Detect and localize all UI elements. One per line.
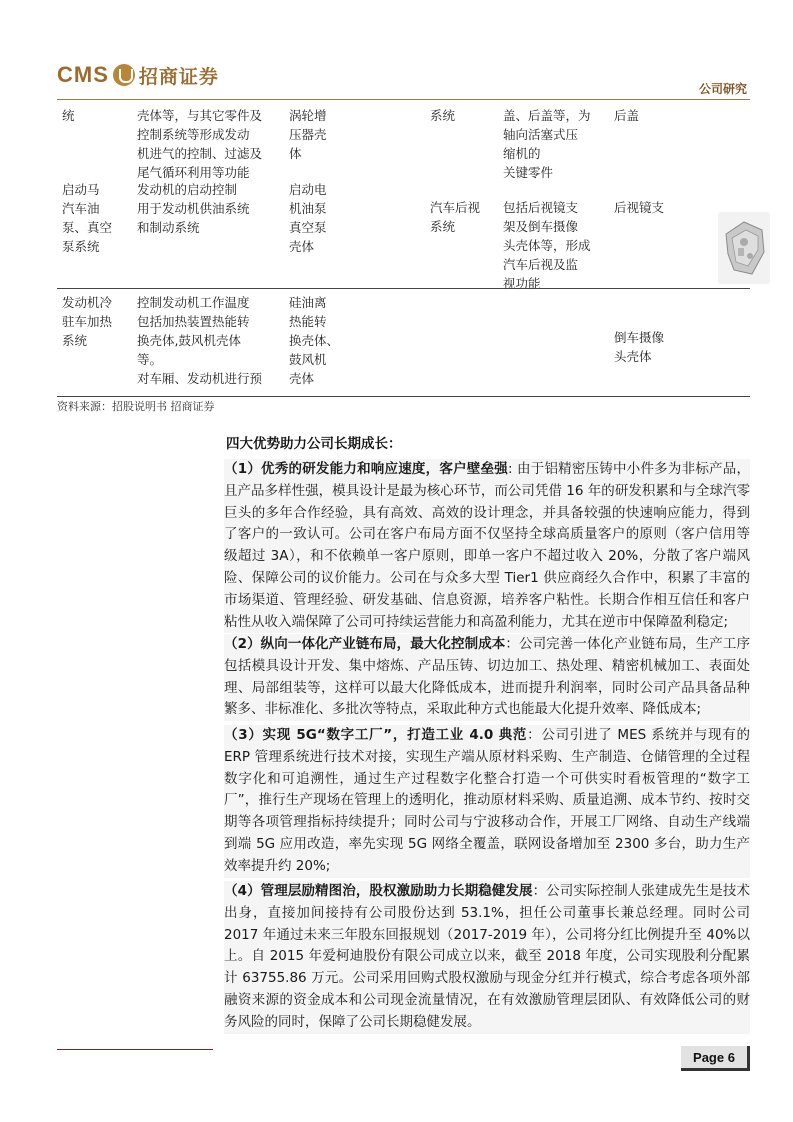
table-cell-r2-c3	[289, 180, 327, 256]
table-cell-line: 系统	[430, 108, 456, 123]
table-cell-line: 系统	[62, 333, 88, 348]
table-cell-r1-c4	[430, 106, 455, 125]
table-cell-line: 等。	[137, 352, 163, 367]
table-cell-line: 机油泵	[289, 201, 327, 216]
table-cell-line: 发动机冷	[62, 295, 113, 310]
advantage-paragraph-1	[224, 459, 750, 633]
advantage-paragraph-3	[224, 725, 750, 878]
logo-mark-icon	[113, 64, 135, 86]
table-cell-line: 控制发动机工作温度	[137, 295, 250, 310]
advantage-text-3: ：公司引进了 MES 系统并与现有的 ERP 管理系统进行技术对接，实现生产端从原材料采购、生产制造、仓储管理的全过程数字化和可追溯性，通过生产过程数字化整合打造一个可供实时看板管理的“数字工厂”，推行生产现场在管理上的透明化，推动原材料采购、质量追溯、成本节约、按时交期等各项管理指标持续提升；同时公司与宁波移动合作，开展工厂网络、自动生产线端到端 5G 应用改造，率先实现 5G 网络全覆盖，联网设备增加至 2300 多台，助力生产效率提升约 20%;	[224, 727, 750, 874]
table-cell-r3-c2	[137, 293, 262, 388]
table-cell-r3-c6	[614, 328, 664, 366]
table-cell-r2-c4	[430, 198, 480, 236]
table-cell-line: 汽车后视及监	[503, 257, 579, 272]
table-row-divider	[57, 288, 750, 289]
logo-text: CMS	[57, 62, 109, 87]
table-cell-line: 用于发动机供油系统	[137, 201, 250, 216]
table-cell-line: 对车厢、发动机进行预	[137, 371, 263, 386]
table-cell-line: 换壳体、	[289, 333, 340, 348]
table-cell-line: 泵系统	[62, 239, 100, 254]
footnote-divider	[57, 1049, 213, 1050]
table-cell-line: 和制动系统	[137, 220, 200, 235]
table-cell-line: 壳体	[289, 371, 315, 386]
table-cell-line: 控制系统等形成发动	[137, 127, 250, 142]
advantage-title-4: （4）管理层励精图治，股权激励助力长期稳健发展	[224, 883, 533, 899]
table-cell-line: 后视镜支	[614, 200, 665, 215]
table-cell-line: 机进气的控制、过滤及	[137, 146, 263, 161]
table-cell-line: 体	[289, 146, 302, 161]
advantage-title-1: （1）优秀的研发能力和响应速度，客户壁垒强	[224, 461, 508, 477]
table-cell-line: 驻车加热	[62, 314, 113, 329]
table-cell-r1-c2	[137, 106, 262, 182]
table-cell-r3-c3	[289, 293, 339, 388]
table-cell-line: 启动电	[289, 182, 327, 197]
table-cell-line: 汽车后视	[430, 200, 481, 215]
table-cell-line: 缩机的	[503, 146, 541, 161]
table-cell-r2-c6	[614, 198, 664, 217]
table-cell-line: 包括加热装置热能转	[137, 314, 250, 329]
table-cell-line: 包括后视镜支	[503, 200, 579, 215]
table-cell-line: 鼓风机	[289, 352, 327, 367]
table-cell-r3-c1	[62, 293, 112, 350]
table-cell-line: 轴向活塞式压	[503, 127, 579, 142]
table-cell-line: 泵、真空	[62, 220, 113, 235]
table-cell-r2-c5	[503, 198, 591, 293]
table-cell-line: 硅油离	[289, 295, 327, 310]
mirror-bracket-part-image	[718, 212, 770, 284]
table-cell-line: 视功能	[503, 276, 541, 291]
advantage-paragraph-4	[224, 881, 750, 1034]
header-divider	[57, 99, 750, 100]
table-cell-line: 盖、后盖等，为	[503, 108, 591, 123]
advantage-paragraph-2	[224, 634, 750, 721]
table-bottom-border	[57, 396, 750, 397]
table-cell-line: 倒车摄像	[614, 330, 665, 345]
logo-cn-text: 招商证券	[138, 65, 219, 88]
table-cell-line: 汽车油	[62, 201, 100, 216]
table-cell-r1-c5	[503, 106, 591, 182]
section-heading: 四大优势助力公司长期成长：	[226, 436, 402, 452]
table-cell-line: 壳体	[289, 239, 315, 254]
table-cell-r2-c1	[62, 180, 112, 256]
table-cell-line: 真空泵	[289, 220, 327, 235]
table-cell-r1-c1	[62, 106, 75, 125]
table-cell-r1-c6	[614, 106, 639, 125]
table-source: 资料来源：招股说明书 招商证券	[57, 400, 215, 413]
table-cell-line: 涡轮增	[289, 108, 327, 123]
table-cell-line: 壳体等，与其它零件及	[137, 108, 263, 123]
table-cell-line: 关键零件	[503, 165, 554, 180]
advantage-title-2: （2）纵向一体化产业链布局，最大化控制成本	[224, 636, 506, 652]
page-number: Page 6	[681, 1046, 750, 1071]
table-cell-r2-c2	[137, 180, 250, 237]
table-cell-line: 架及倒车摄像	[503, 219, 579, 234]
table-cell-line: 头壳体等，形成	[503, 238, 591, 253]
table-cell-line: 换壳体,鼓风机壳体	[137, 333, 241, 348]
company-logo	[57, 60, 219, 90]
table-cell-line: 后盖	[614, 108, 640, 123]
table-cell-line: 尾气循环利用等功能	[137, 165, 250, 180]
advantage-title-3: （3）实现 5G“数字工厂”，打造工业 4.0 典范	[224, 727, 528, 743]
advantage-text-1: : 由于铝精密压铸中小件多为非标产品，且产品多样性强，模具设计是最为核心环节，而公司凭借 16 年的研发积累和与全球汽零巨头的多年合作经验，具有高效、高效的设计理念，并具备较强的快速响应能力，得到了客户的一致认可。公司在客户布局方面不仅坚持全球高质量客户的原则（客户信用等级超过 3A），和不依赖单一客户原则，即单一客户不超过收入 20%，分散了客户端风险、保障公司的议价能力。公司在与众多大型 Tier1 供应商经久合作中，积累了丰富的市场渠道、管理经验、研发基础、信息资源，培养客户粘性。长期合作相互信任和客户粘性从收入端保障了公司可持续运营能力和高盈利能力，尤其在逆市中保障盈利稳定;	[224, 461, 750, 630]
advantage-text-4: ：公司实际控制人张建成先生是技术出身，直接加间接持有公司股份达到 53.1%，担任公司董事长兼总经理。同时公司 2017 年通过未来三年股东回报规划（2017-2019 年），公司将分红比例提升至 40%以上。自 2015 年爱柯迪股份有限公司成立以来，截至 2018 年度，公司实现股利分配累计 63755.86 万元。公司采用回购式股权激励与现金分红并行模式，综合考虑各项外部融资来源的资金成本和公司现金流量情况，在有效激励管理层团队、有效降低公司的财务风险的同时，保障了公司长期稳健发展。	[224, 883, 750, 1030]
advantage-text-2: ：公司完善一体化产业链布局，生产工序包括模具设计开发、集中熔炼、产品压铸、切边加工、热处理、精密机械加工、表面处理、局部组装等，这样可以最大化降低成本，进而提升利润率，同时公司产品具备品种繁多、非标准化、多批次等特点，采取此种方式也能最大化提升效率、降低成本;	[224, 636, 750, 718]
table-cell-line: 压器壳	[289, 127, 327, 142]
table-cell-line: 热能转	[289, 314, 327, 329]
table-cell-line: 统	[62, 108, 75, 123]
table-cell-line: 系统	[430, 219, 456, 234]
section-label: 公司研究	[698, 82, 747, 96]
table-cell-line: 启动马	[62, 182, 100, 197]
table-cell-line: 头壳体	[614, 349, 652, 364]
table-cell-line: 发动机的启动控制	[137, 182, 238, 197]
table-cell-r1-c3	[289, 106, 327, 163]
